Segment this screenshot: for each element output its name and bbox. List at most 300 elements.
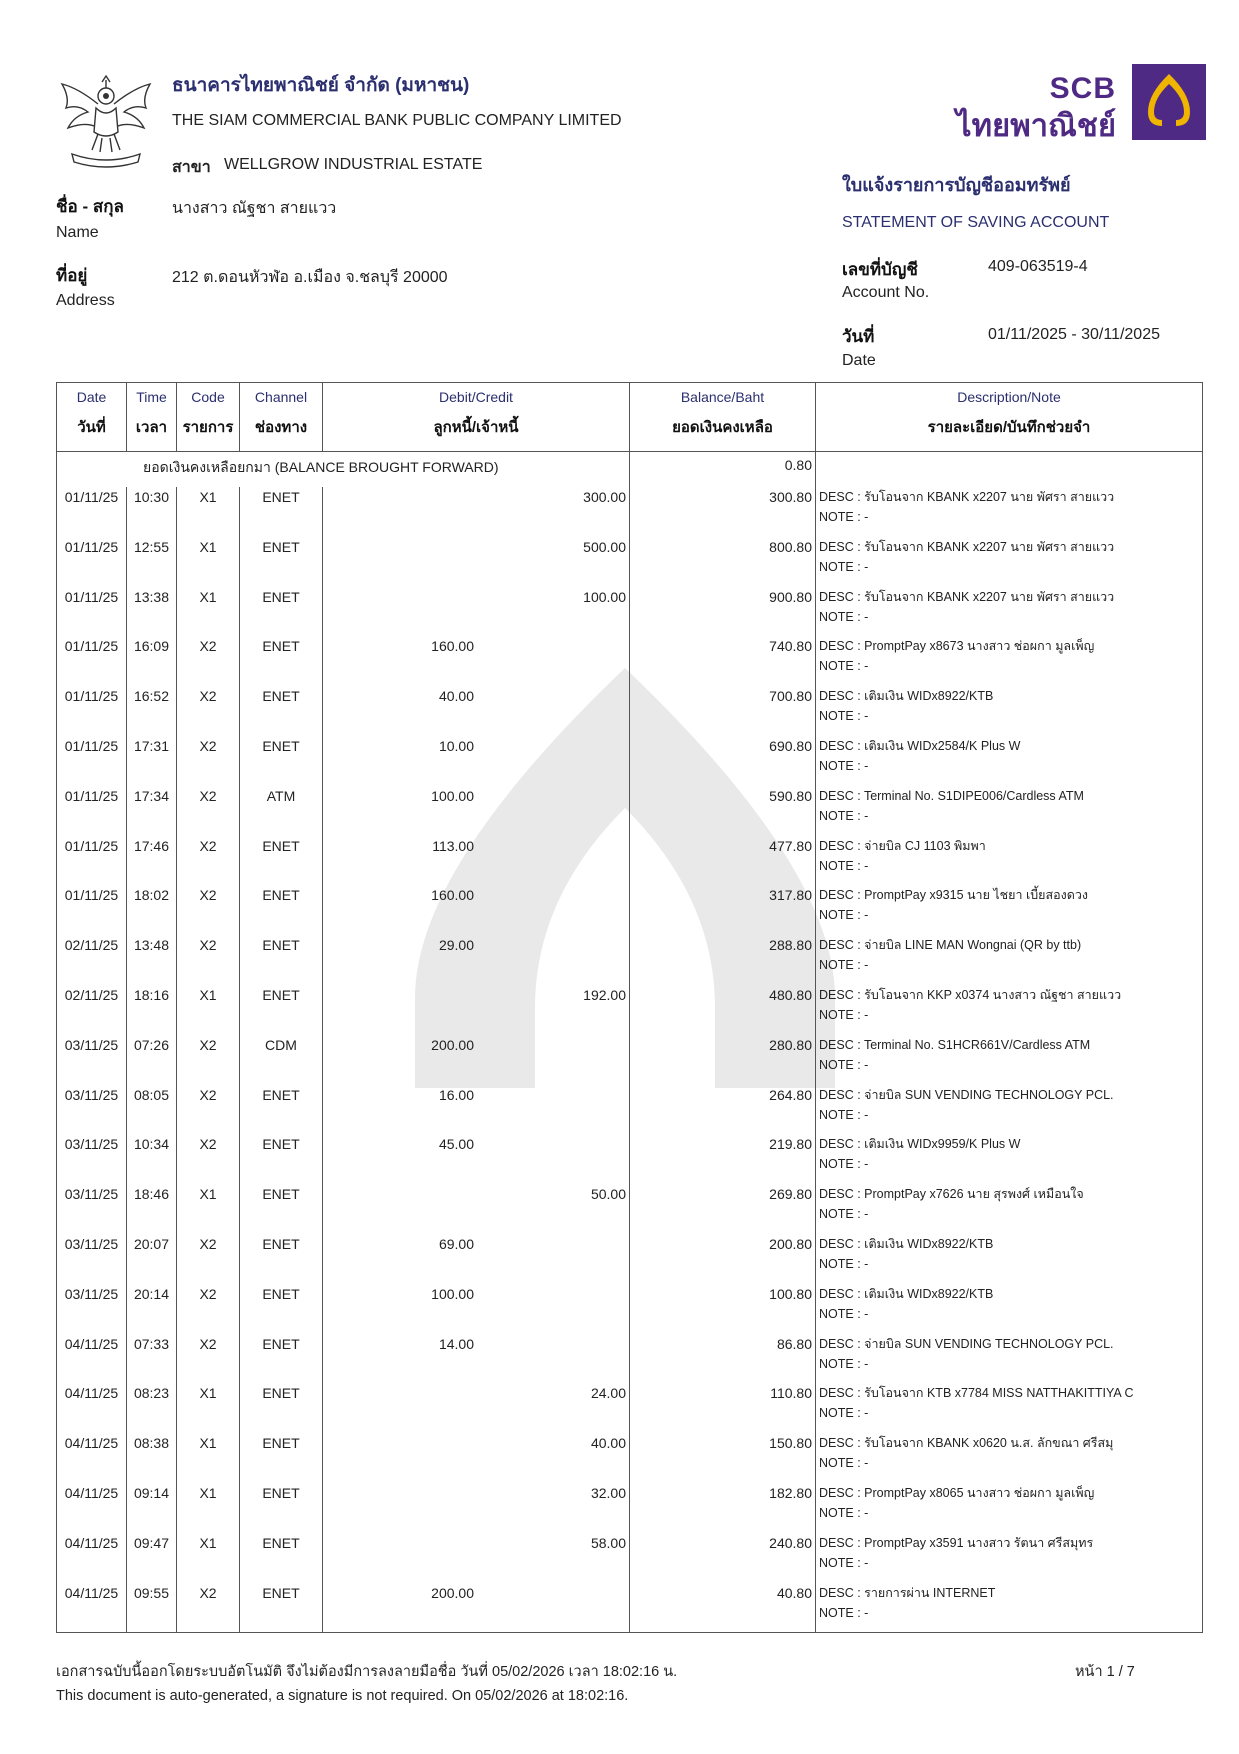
desc-prefix: DESC : (819, 1187, 861, 1202)
row-balance: 264.80 (630, 1085, 816, 1135)
row-debit-credit (323, 587, 630, 637)
row-balance: 150.80 (630, 1433, 816, 1483)
desc-text: รายการผ่าน INTERNET (864, 1585, 996, 1600)
desc-text: รับโอนจาก KBANK x2207 นาย พัศรา สายแวว (864, 539, 1115, 554)
row-description (816, 1433, 1203, 1483)
note-prefix: NOTE : (819, 1007, 861, 1022)
row-code: X2 (177, 885, 240, 935)
row-debit-credit (323, 935, 630, 985)
row-time: 16:09 (127, 636, 177, 686)
row-channel: ENET (240, 686, 323, 736)
row-time: 10:30 (127, 487, 177, 537)
table-row (57, 1533, 1203, 1583)
row-channel: ENET (240, 1583, 323, 1633)
footer-notice-english: This document is auto-generated, a signature is not required. On 05/02/2026 at 18:02:16. (56, 1688, 629, 1704)
desc-text: จ่ายบิล SUN VENDING TECHNOLOGY PCL. (864, 1336, 1114, 1351)
row-balance: 317.80 (630, 885, 816, 935)
table-row (57, 1085, 1203, 1135)
row-date: 01/11/25 (57, 636, 127, 686)
row-description (816, 537, 1203, 587)
note-prefix: NOTE : (819, 1406, 861, 1421)
row-date: 03/11/25 (57, 1184, 127, 1234)
row-description (816, 1085, 1203, 1135)
note-prefix: NOTE : (819, 609, 861, 624)
note-text: - (864, 1207, 869, 1222)
desc-prefix: DESC : (819, 1535, 861, 1550)
statement-title-english: STATEMENT OF SAVING ACCOUNT (842, 214, 1110, 231)
account-label-thai: เลขที่บัญชี (842, 260, 918, 279)
row-balance: 280.80 (630, 1035, 816, 1085)
note-prefix: NOTE : (819, 858, 861, 873)
desc-text: PromptPay x7626 นาย สุรพงศ์ เหมือนใจ (864, 1187, 1084, 1202)
row-debit-credit (323, 537, 630, 587)
row-balance: 690.80 (630, 736, 816, 786)
account-number: 409-063519-4 (988, 258, 1088, 275)
customer-address: 212 ต.ดอนหัวฬ่อ อ.เมือง จ.ชลบุรี 20000 (172, 269, 448, 286)
row-channel: ENET (240, 736, 323, 786)
row-credit: 500.00 (583, 538, 626, 555)
desc-text: Terminal No. S1DIPE006/Cardless ATM (863, 788, 1084, 803)
row-debit-credit (323, 636, 630, 686)
row-description (816, 1483, 1203, 1533)
desc-prefix: DESC : (819, 1037, 861, 1052)
row-debit-credit (323, 1433, 630, 1483)
row-description (816, 1383, 1203, 1433)
desc-text: Terminal No. S1HCR661V/Cardless ATM (863, 1037, 1091, 1052)
table-row (57, 1184, 1203, 1234)
row-balance: 288.80 (630, 935, 816, 985)
table-row (57, 1035, 1203, 1085)
note-text: - (864, 1356, 869, 1371)
desc-prefix: DESC : (819, 938, 861, 953)
row-balance: 200.80 (630, 1234, 816, 1284)
row-channel: ENET (240, 487, 323, 537)
row-time: 12:55 (127, 537, 177, 587)
row-debit-credit (323, 1284, 630, 1334)
row-balance: 86.80 (630, 1334, 816, 1384)
desc-text: รับโอนจาก KTB x7784 MISS NATTHAKITTIYA C (864, 1386, 1134, 1401)
row-description (816, 786, 1203, 836)
desc-text: รับโอนจาก KBANK x2207 นาย พัศรา สายแวว (864, 490, 1115, 504)
row-time: 08:38 (127, 1433, 177, 1483)
desc-prefix: DESC : (819, 1386, 861, 1401)
row-debit-credit (323, 1583, 630, 1633)
row-debit-credit (323, 885, 630, 935)
row-date: 04/11/25 (57, 1433, 127, 1483)
row-debit-credit (323, 985, 630, 1035)
row-date: 01/11/25 (57, 686, 127, 736)
brought-forward-row (57, 452, 1203, 488)
note-text: - (864, 709, 869, 724)
row-debit-credit (323, 1134, 630, 1184)
row-date: 01/11/25 (57, 537, 127, 587)
note-text: - (864, 609, 869, 624)
bank-name-english: THE SIAM COMMERCIAL BANK PUBLIC COMPANY LIMITED (172, 112, 622, 129)
row-time: 17:34 (127, 786, 177, 836)
row-debit: 69.00 (438, 1235, 474, 1252)
statement-title-thai: ใบแจ้งรายการบัญชีออมทรัพย์ (842, 175, 1071, 195)
row-debit-credit (323, 1483, 630, 1533)
table-row (57, 736, 1203, 786)
row-code: X1 (177, 1433, 240, 1483)
row-debit: 14.00 (438, 1335, 474, 1352)
row-channel: ENET (240, 1334, 323, 1384)
table-row (57, 1284, 1203, 1334)
row-credit: 58.00 (590, 1534, 626, 1551)
row-code: X1 (177, 487, 240, 537)
row-description (816, 885, 1203, 935)
header-debit-credit: Debit/Credit ลูกหนี้/เจ้าหนี้ (323, 383, 630, 452)
row-balance: 219.80 (630, 1134, 816, 1184)
table-row (57, 1433, 1203, 1483)
row-debit-credit (323, 1035, 630, 1085)
row-code: X1 (177, 1383, 240, 1433)
row-code: X1 (177, 1483, 240, 1533)
row-balance: 740.80 (630, 636, 816, 686)
note-prefix: NOTE : (819, 1107, 861, 1122)
desc-text: PromptPay x9315 นาย ไชยา เบี้ยสองดวง (864, 888, 1088, 903)
note-prefix: NOTE : (819, 1306, 861, 1321)
row-channel: ENET (240, 935, 323, 985)
branch-value: WELLGROW INDUSTRIAL ESTATE (224, 156, 483, 173)
row-description (816, 1583, 1203, 1633)
note-text: - (864, 559, 869, 574)
note-prefix: NOTE : (819, 709, 861, 724)
row-debit-credit (323, 1334, 630, 1384)
row-channel: ENET (240, 636, 323, 686)
note-prefix: NOTE : (819, 1057, 861, 1072)
brought-forward-balance: 0.80 (630, 452, 816, 488)
row-date: 03/11/25 (57, 1234, 127, 1284)
row-date: 03/11/25 (57, 1134, 127, 1184)
row-channel: ENET (240, 537, 323, 587)
row-code: X1 (177, 537, 240, 587)
row-time: 07:33 (127, 1334, 177, 1384)
note-text: - (864, 1605, 869, 1620)
row-debit-credit (323, 487, 630, 537)
desc-text: รับโอนจาก KKP x0374 นางสาว ณัฐชา สายแวว (864, 987, 1122, 1002)
desc-prefix: DESC : (819, 1336, 861, 1351)
row-balance: 100.80 (630, 1284, 816, 1334)
desc-text: จ่ายบิล CJ 1103 พิมพา (864, 838, 986, 853)
row-credit: 40.00 (590, 1435, 626, 1452)
row-credit: 192.00 (583, 986, 626, 1003)
statement-date-range: 01/11/2025 - 30/11/2025 (988, 326, 1160, 343)
brought-forward-desc (816, 452, 1203, 488)
note-text: - (864, 1057, 869, 1072)
row-credit: 24.00 (590, 1385, 626, 1402)
header-code: Code รายการ (177, 383, 240, 452)
desc-prefix: DESC : (819, 1436, 861, 1451)
row-time: 18:16 (127, 985, 177, 1035)
desc-prefix: DESC : (819, 1585, 861, 1600)
address-label-english: Address (56, 292, 115, 309)
row-code: X2 (177, 935, 240, 985)
row-code: X2 (177, 836, 240, 886)
table-row (57, 786, 1203, 836)
desc-prefix: DESC : (819, 738, 861, 753)
customer-name: นางสาว ณัฐชา สายแวว (172, 200, 337, 217)
row-balance: 40.80 (630, 1583, 816, 1633)
desc-prefix: DESC : (819, 1485, 861, 1500)
row-time: 16:52 (127, 686, 177, 736)
table-row (57, 636, 1203, 686)
row-code: X2 (177, 1284, 240, 1334)
row-date: 02/11/25 (57, 935, 127, 985)
desc-text: เติมเงิน WIDx8922/KTB (864, 689, 994, 704)
row-debit: 160.00 (431, 638, 474, 655)
scb-logo (956, 64, 1206, 143)
scb-lotus-icon (1132, 64, 1206, 140)
table-row (57, 1583, 1203, 1633)
desc-prefix: DESC : (819, 639, 861, 654)
row-code: X2 (177, 1583, 240, 1633)
row-description (816, 1035, 1203, 1085)
note-text: - (864, 1306, 869, 1321)
row-channel: ENET (240, 1483, 323, 1533)
row-code: X1 (177, 985, 240, 1035)
row-code: X2 (177, 1035, 240, 1085)
brought-forward-label: ยอดเงินคงเหลือยกมา (BALANCE BROUGHT FORWARD) (57, 452, 630, 488)
row-debit-credit (323, 1533, 630, 1583)
row-date: 01/11/25 (57, 736, 127, 786)
row-code: X2 (177, 1334, 240, 1384)
row-date: 02/11/25 (57, 985, 127, 1035)
row-date: 04/11/25 (57, 1533, 127, 1583)
row-time: 18:02 (127, 885, 177, 935)
desc-text: เติมเงิน WIDx8922/KTB (864, 1286, 994, 1301)
row-code: X2 (177, 736, 240, 786)
row-date: 03/11/25 (57, 1284, 127, 1334)
desc-text: เติมเงิน WIDx9959/K Plus W (864, 1137, 1021, 1152)
row-channel: ENET (240, 1134, 323, 1184)
note-text: - (864, 1505, 869, 1520)
row-channel: ENET (240, 1284, 323, 1334)
table-row (57, 1334, 1203, 1384)
note-prefix: NOTE : (819, 908, 861, 923)
note-text: - (864, 908, 869, 923)
date-label-thai: วันที่ (842, 327, 875, 346)
desc-prefix: DESC : (819, 490, 861, 504)
bank-name-thai: ธนาคารไทยพาณิชย์ จำกัด (มหาชน) (172, 75, 470, 96)
row-date: 01/11/25 (57, 786, 127, 836)
table-row (57, 1134, 1203, 1184)
row-time: 08:23 (127, 1383, 177, 1433)
row-description (816, 736, 1203, 786)
row-channel: ENET (240, 985, 323, 1035)
note-prefix: NOTE : (819, 659, 861, 674)
row-date: 01/11/25 (57, 487, 127, 537)
desc-text: รับโอนจาก KBANK x0620 น.ส. ลักขณา ศรีสมุ (864, 1436, 1114, 1451)
row-description (816, 1184, 1203, 1234)
row-time: 20:14 (127, 1284, 177, 1334)
row-code: X2 (177, 786, 240, 836)
row-date: 03/11/25 (57, 1085, 127, 1135)
row-time: 18:46 (127, 1184, 177, 1234)
row-time: 07:26 (127, 1035, 177, 1085)
row-debit: 100.00 (431, 787, 474, 804)
address-label-thai: ที่อยู่ (56, 266, 88, 285)
table-row (57, 885, 1203, 935)
row-channel: CDM (240, 1035, 323, 1085)
row-description (816, 487, 1203, 537)
row-description (816, 636, 1203, 686)
row-description (816, 1284, 1203, 1334)
row-code: X2 (177, 1134, 240, 1184)
row-balance: 477.80 (630, 836, 816, 886)
header-date: Date วันที่ (57, 383, 127, 452)
footer-notice-thai: เอกสารฉบับนี้ออกโดยระบบอัตโนมัติ จึงไม่ต้องมีการลงลายมือชื่อ วันที่ 05/02/2026 เวลา 18:02:16 น. (56, 1664, 678, 1680)
desc-prefix: DESC : (819, 788, 861, 803)
row-balance: 590.80 (630, 786, 816, 836)
row-date: 04/11/25 (57, 1383, 127, 1433)
transaction-table (56, 382, 1203, 1633)
row-description (816, 686, 1203, 736)
note-text: - (864, 1107, 869, 1122)
note-prefix: NOTE : (819, 1456, 861, 1471)
row-description (816, 1533, 1203, 1583)
desc-prefix: DESC : (819, 987, 861, 1002)
note-prefix: NOTE : (819, 758, 861, 773)
row-credit: 50.00 (590, 1186, 626, 1203)
header-time: Time เวลา (127, 383, 177, 452)
row-description (816, 1334, 1203, 1384)
row-debit: 40.00 (438, 688, 474, 705)
row-date: 04/11/25 (57, 1583, 127, 1633)
header-channel: Channel ช่องทาง (240, 383, 323, 452)
row-debit-credit (323, 736, 630, 786)
row-channel: ENET (240, 587, 323, 637)
name-label-thai: ชื่อ - สกุล (56, 197, 124, 216)
table-row (57, 935, 1203, 985)
note-prefix: NOTE : (819, 1505, 861, 1520)
table-row (57, 1383, 1203, 1433)
header-balance: Balance/Baht ยอดเงินคงเหลือ (630, 383, 816, 452)
branch-label: สาขา (172, 159, 211, 176)
row-debit-credit (323, 1085, 630, 1135)
row-code: X2 (177, 1234, 240, 1284)
row-channel: ENET (240, 1433, 323, 1483)
desc-prefix: DESC : (819, 689, 861, 704)
desc-prefix: DESC : (819, 838, 861, 853)
note-text: - (864, 1406, 869, 1421)
row-date: 01/11/25 (57, 885, 127, 935)
row-channel: ATM (240, 786, 323, 836)
row-channel: ENET (240, 1085, 323, 1135)
row-debit: 160.00 (431, 887, 474, 904)
row-time: 17:31 (127, 736, 177, 786)
table-row (57, 587, 1203, 637)
row-code: X1 (177, 1533, 240, 1583)
desc-text: เติมเงิน WIDx2584/K Plus W (864, 738, 1021, 753)
note-text: - (864, 758, 869, 773)
note-prefix: NOTE : (819, 1207, 861, 1222)
page-number: หน้า 1 / 7 (1075, 1664, 1135, 1680)
desc-text: เติมเงิน WIDx8922/KTB (864, 1236, 994, 1251)
note-prefix: NOTE : (819, 1256, 861, 1271)
desc-prefix: DESC : (819, 888, 861, 903)
note-text: - (864, 510, 869, 524)
row-debit: 200.00 (431, 1036, 474, 1053)
account-label-english: Account No. (842, 284, 930, 301)
row-debit: 10.00 (438, 737, 474, 754)
row-credit: 32.00 (590, 1484, 626, 1501)
row-debit: 113.00 (432, 837, 474, 854)
note-text: - (864, 1007, 869, 1022)
row-debit: 45.00 (438, 1136, 474, 1153)
table-row (57, 836, 1203, 886)
note-text: - (864, 1256, 869, 1271)
row-description (816, 935, 1203, 985)
table-row (57, 1234, 1203, 1284)
date-label-english: Date (842, 352, 876, 369)
row-date: 01/11/25 (57, 587, 127, 637)
row-date: 04/11/25 (57, 1334, 127, 1384)
row-date: 01/11/25 (57, 836, 127, 886)
desc-text: PromptPay x8065 นางสาว ช่อผกา มูลเพ็ญ (864, 1485, 1095, 1500)
note-prefix: NOTE : (819, 1605, 861, 1620)
row-debit: 16.00 (438, 1086, 474, 1103)
row-debit-credit (323, 686, 630, 736)
row-time: 20:07 (127, 1234, 177, 1284)
note-prefix: NOTE : (819, 1356, 861, 1371)
row-code: X2 (177, 636, 240, 686)
header-description: Description/Note รายละเอียด/บันทึกช่วยจำ (816, 383, 1203, 452)
row-balance: 110.80 (630, 1383, 816, 1433)
row-channel: ENET (240, 836, 323, 886)
row-debit-credit (323, 1383, 630, 1433)
row-balance: 700.80 (630, 686, 816, 736)
row-time: 17:46 (127, 836, 177, 886)
row-time: 13:38 (127, 587, 177, 637)
row-time: 09:14 (127, 1483, 177, 1533)
note-text: - (864, 958, 869, 973)
table-row (57, 1483, 1203, 1533)
row-description (816, 1234, 1203, 1284)
row-description (816, 836, 1203, 886)
note-prefix: NOTE : (819, 510, 861, 524)
row-balance: 182.80 (630, 1483, 816, 1533)
row-date: 03/11/25 (57, 1035, 127, 1085)
row-time: 08:05 (127, 1085, 177, 1135)
desc-text: PromptPay x8673 นางสาว ช่อผกา มูลเพ็ญ (864, 639, 1095, 654)
desc-text: PromptPay x3591 นางสาว รัตนา ศรีสมุทร (864, 1535, 1094, 1550)
row-balance: 480.80 (630, 985, 816, 1035)
note-text: - (864, 1456, 869, 1471)
note-text: - (864, 1555, 869, 1570)
desc-prefix: DESC : (819, 1137, 861, 1152)
desc-prefix: DESC : (819, 1236, 861, 1251)
scb-logo-thai-text: ไทยพาณิชย์ (956, 108, 1116, 143)
row-balance: 300.80 (630, 487, 816, 537)
row-time: 10:34 (127, 1134, 177, 1184)
note-prefix: NOTE : (819, 808, 861, 823)
note-text: - (864, 659, 869, 674)
row-balance: 269.80 (630, 1184, 816, 1234)
note-text: - (864, 1157, 869, 1172)
row-debit-credit (323, 836, 630, 886)
desc-prefix: DESC : (819, 589, 861, 604)
row-description (816, 985, 1203, 1035)
table-row (57, 487, 1203, 537)
row-time: 09:55 (127, 1583, 177, 1633)
row-time: 13:48 (127, 935, 177, 985)
desc-prefix: DESC : (819, 1286, 861, 1301)
row-channel: ENET (240, 1234, 323, 1284)
row-description (816, 587, 1203, 637)
row-debit-credit (323, 1234, 630, 1284)
note-prefix: NOTE : (819, 1555, 861, 1570)
